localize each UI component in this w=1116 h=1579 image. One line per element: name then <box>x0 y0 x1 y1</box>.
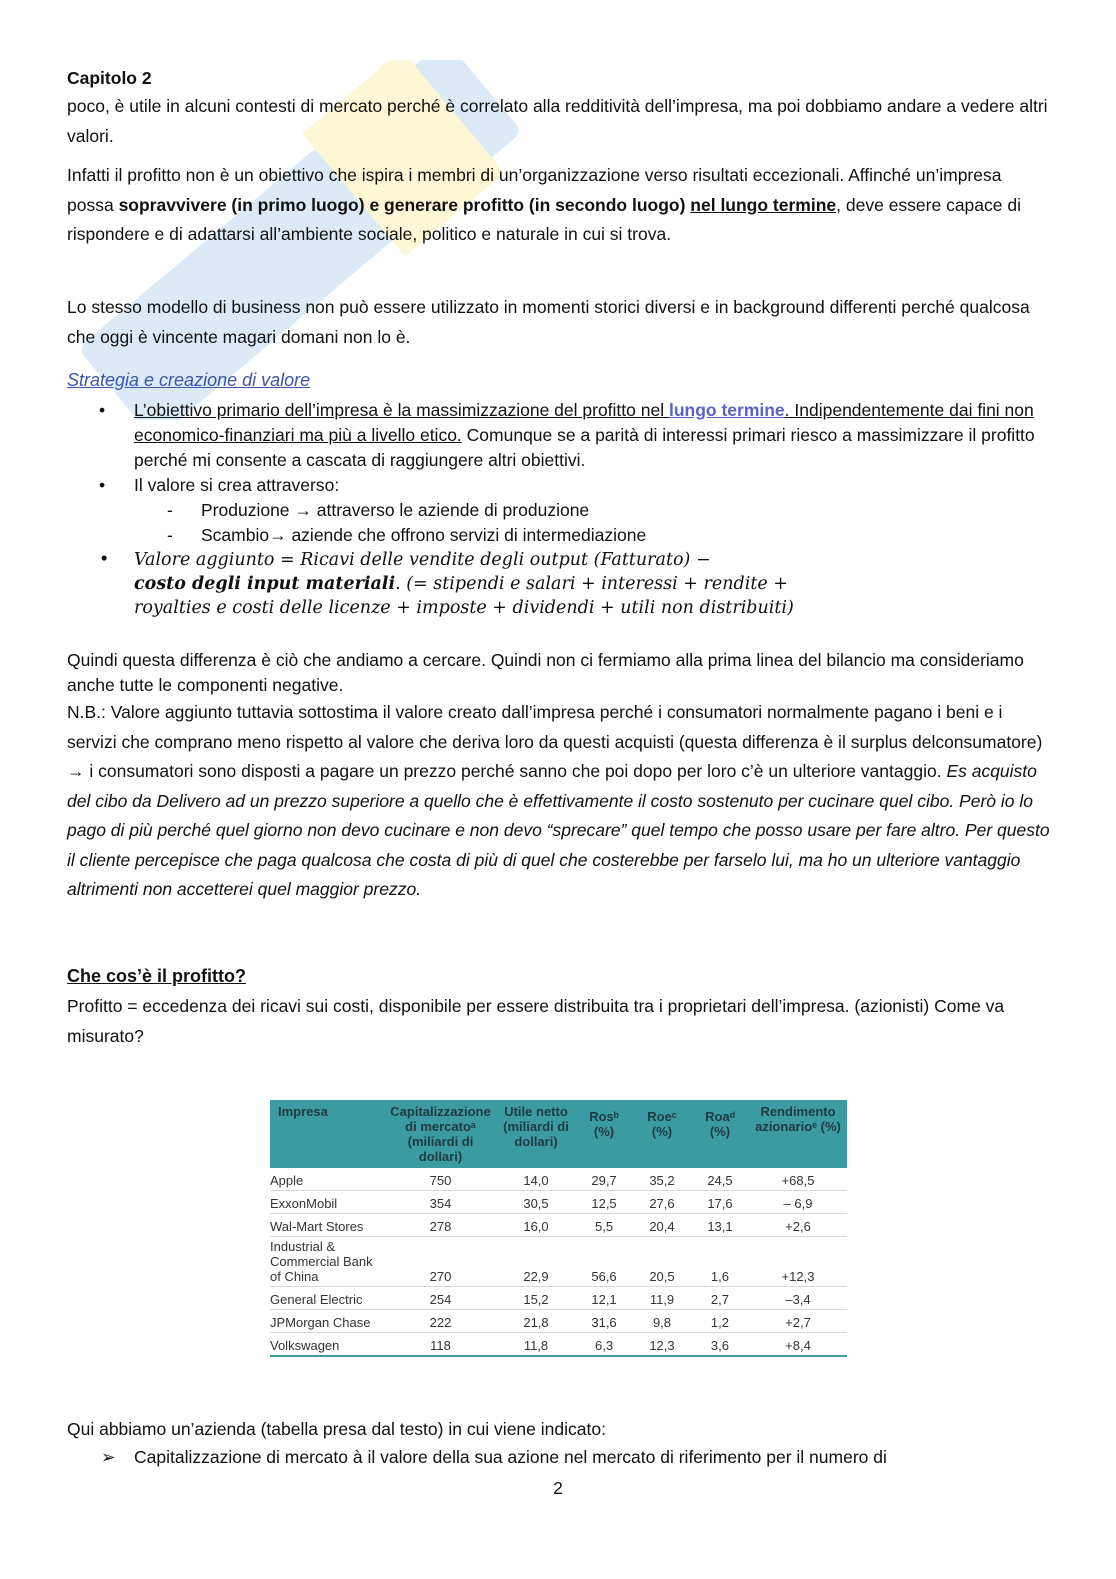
table-cell: – 6,9 <box>749 1191 847 1214</box>
list-item <box>67 398 1052 473</box>
table-cell: 9,8 <box>633 1310 691 1333</box>
table-cell: 1,2 <box>691 1310 749 1333</box>
formula-line: royalties e costi delle licenze + imposte + dividendi + utili non distribuiti) <box>134 598 794 618</box>
table-cell: +8,4 <box>749 1333 847 1357</box>
paragraph <box>67 698 1052 905</box>
section-heading-text: Strategia e creazione di valore <box>67 370 311 390</box>
table-cell: 13,1 <box>691 1214 749 1237</box>
table-cell: 31,6 <box>575 1310 633 1333</box>
table-cell: 12,5 <box>575 1191 633 1214</box>
paragraph: poco, è utile in alcuni contesti di mercato perché è correlato alla redditività dell’impresa, ma poi dobbiamo andare a vedere altri valori. <box>67 96 1048 146</box>
table-cell: 270 <box>384 1237 497 1287</box>
table-cell: 20,4 <box>633 1214 691 1237</box>
column-header: Roeᶜ (%) <box>633 1100 691 1168</box>
paragraph <box>67 161 1052 250</box>
paragraph: Quindi questa differenza è ciò che andiamo a cercare. Quindi non ci fermiamo alla prima linea del bilancio ma consideriamo anche tutte le componenti negative. <box>67 650 1024 695</box>
underlined-text: . Indipendentemente dai fini non economico-finanziari ma più a livello etico. <box>134 400 1034 445</box>
table-row <box>270 1237 847 1287</box>
chapter-title: Capitolo 2 <box>67 68 152 88</box>
table-cell: 278 <box>384 1214 497 1237</box>
table-cell: 2,7 <box>691 1287 749 1310</box>
table-cell: 17,6 <box>691 1191 749 1214</box>
section-heading <box>67 966 1052 987</box>
column-header: Rendimento azionarioᵉ (%) <box>749 1100 847 1168</box>
table-cell: 22,9 <box>497 1237 575 1287</box>
column-header: Impresa <box>270 1100 384 1168</box>
table-cell: +2,7 <box>749 1310 847 1333</box>
table-cell: JPMorgan Chase <box>270 1310 384 1333</box>
sub-list-item: - Produzione → attraverso le aziende di produzione <box>67 498 1052 523</box>
table-cell: 118 <box>384 1333 497 1357</box>
text: Infatti il profitto non è un obiettivo che ispira i membri di un’organizzazione verso risultati eccezionali. Affinché un’impresa possa <box>67 165 1002 215</box>
formula-bold: costo degli input materiali <box>134 574 396 594</box>
table-row <box>270 1287 847 1310</box>
text: N.B.: Valore aggiunto tuttavia sottostima il valore creato dall’impresa perché i consumatori normalmente pagano i beni e i servizi che comprano meno rispetto al valore che deriva loro da questi acquisti (questa differenza è il surplus delconsumatore) → i consumatori sono disposti a pagare un prezzo perché sanno che poi dopo per loro c’è un ulteriore vantaggio. <box>67 702 1043 781</box>
column-header: Rosᵇ (%) <box>575 1100 633 1168</box>
table-cell: 12,3 <box>633 1333 691 1357</box>
table-cell: Apple <box>270 1168 384 1191</box>
table-cell: Wal-Mart Stores <box>270 1214 384 1237</box>
table-cell: +68,5 <box>749 1168 847 1191</box>
table-cell: 24,5 <box>691 1168 749 1191</box>
table-cell: 1,6 <box>691 1237 749 1287</box>
italic-example: Es acquisto del cibo da Delivero ad un prezzo superiore a quello che è effettivamente il costo sostenuto per cucinare quel cibo. Però io lo pago di più perché quel giorno non devo cucinare e non devo “sprecare” quel tempo che posso usare per fare altro. Per questo il cliente percepisce che paga qualcosa che costa di più di quel che costerebbe per farselo lui, ma ho un ulteriore vantaggio altrimenti non accetterei quel maggior prezzo. <box>67 761 1050 899</box>
table-header <box>270 1100 847 1168</box>
bold-underlined-text: nel lungo termine <box>690 194 837 215</box>
table-cell: Volkswagen <box>270 1333 384 1357</box>
formula <box>67 548 1052 620</box>
table-cell: 27,6 <box>633 1191 691 1214</box>
table-cell: 222 <box>384 1310 497 1333</box>
lungo-termine-link[interactable]: lungo termine <box>668 400 785 420</box>
table-row <box>270 1333 847 1357</box>
sub-list-item: - Scambio→ aziende che offrono servizi di intermediazione <box>67 523 1052 548</box>
column-header: Roaᵈ (%) <box>691 1100 749 1168</box>
table-cell: 750 <box>384 1168 497 1191</box>
column-header: Utile netto (miliardi di dollari) <box>497 1100 575 1168</box>
table-cell: –3,4 <box>749 1287 847 1310</box>
table-cell: +2,6 <box>749 1214 847 1237</box>
table-cell: 3,6 <box>691 1333 749 1357</box>
underlined-text: L’obiettivo primario dell’impresa è la massimizzazione del profitto nel <box>134 400 669 420</box>
table-cell: 16,0 <box>497 1214 575 1237</box>
table-cell: ExxonMobil <box>270 1191 384 1214</box>
paragraph: Qui abbiamo un’azienda (tabella presa dal testo) in cui viene indicato: <box>67 1419 606 1439</box>
formula-line: . (= stipendi e salari + interessi + rendite + <box>395 574 788 594</box>
table-cell: 6,3 <box>575 1333 633 1357</box>
text: Comunque se a parità di interessi primari riesco a massimizzare il profitto perché mi consente a cascata di raggiungere altri obiettivi. <box>134 425 1035 470</box>
table-cell: 14,0 <box>497 1168 575 1191</box>
table-cell: 20,5 <box>633 1237 691 1287</box>
table-cell: 30,5 <box>497 1191 575 1214</box>
list-item: • Il valore si crea attraverso: <box>67 473 1052 498</box>
formula-line: Valore aggiunto = Ricavi delle vendite degli output (Fatturato) − <box>134 550 711 570</box>
table-cell: 15,2 <box>497 1287 575 1310</box>
bold-text: sopravvivere (in primo luogo) e generare profitto (in secondo luogo) <box>118 194 691 215</box>
section-heading-text: Che cos’è il profitto? <box>67 966 247 986</box>
table-cell: 254 <box>384 1287 497 1310</box>
page-number: 2 <box>553 1478 563 1498</box>
table-cell: 11,8 <box>497 1333 575 1357</box>
section-heading <box>67 370 1052 391</box>
paragraph: Profitto = eccedenza dei ricavi sui costi, disponibile per essere distribuita tra i proprietari dell’impresa. (azionisti) Come va misurato? <box>67 996 1005 1046</box>
table-cell: 29,7 <box>575 1168 633 1191</box>
text: , deve essere capace di rispondere e di adattarsi all’ambiente sociale, politico e naturale in cui si trova. <box>67 194 1021 244</box>
table-cell: 11,9 <box>633 1287 691 1310</box>
companies-table <box>270 1100 847 1357</box>
table-cell: 12,1 <box>575 1287 633 1310</box>
table-row <box>270 1191 847 1214</box>
table-cell: 35,2 <box>633 1168 691 1191</box>
table-cell: General Electric <box>270 1287 384 1310</box>
table-row <box>270 1168 847 1191</box>
table-cell: +12,3 <box>749 1237 847 1287</box>
column-header: Capitalizzazione di mercatoᵃ (miliardi di dollari) <box>384 1100 497 1168</box>
table-cell: 21,8 <box>497 1310 575 1333</box>
paragraph: Lo stesso modello di business non può essere utilizzato in momenti storici diversi e in background differenti perché qualcosa che oggi è vincente magari domani non lo è. <box>67 297 1030 347</box>
table-cell: 56,6 <box>575 1237 633 1287</box>
table-row <box>270 1214 847 1237</box>
arrow-list-item <box>67 1443 1052 1473</box>
table-cell: 5,5 <box>575 1214 633 1237</box>
list-item: ➢ Capitalizzazione di mercato à il valore della sua azione nel mercato di riferimento per il numero di <box>67 1443 1052 1473</box>
table-cell: 354 <box>384 1191 497 1214</box>
bullet-list <box>67 398 1052 620</box>
table-row <box>270 1310 847 1333</box>
table-cell: Industrial & Commercial Bank of China <box>270 1237 384 1287</box>
